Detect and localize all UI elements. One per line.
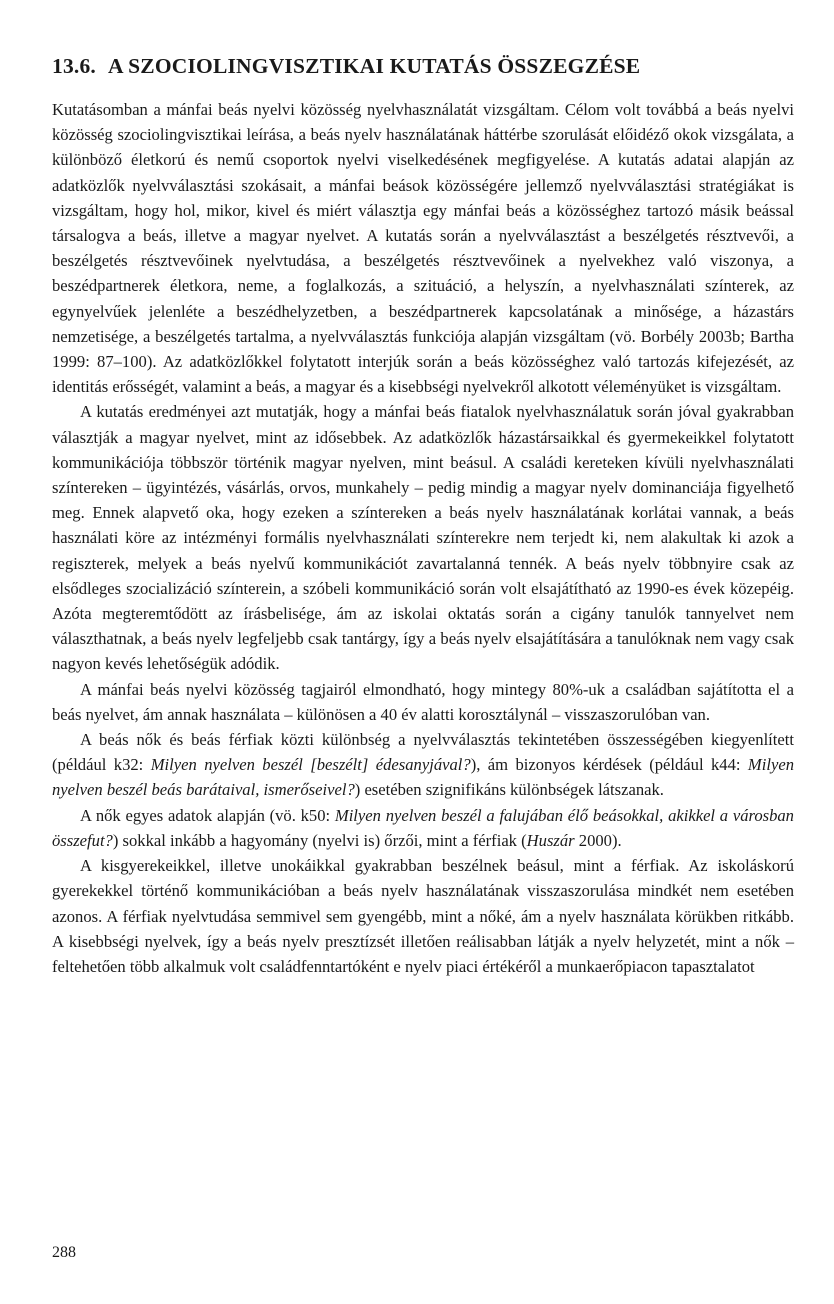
text-span: A kutatás eredményei azt mutatják, hogy a mánfai beás fiatalok nyelvhasználatuk során jóval gyakrabban választják a magyar nyelvet, mint az idősebbek. Az adatközlők házastársaikkal és gyermekeikkel folytatott kommunikációja többször történik magyar nyelven, mint beásul. A családi kereteken kívüli nyelvhasználati színtereken – ügyintézés, vásárlás, orvos, munkahely – pedig mindig a magyar nyelv dominanciája figyelhető meg. Ennek alapvető oka, hogy ezeken a színtereken a beás nyelv használatának korlátai vannak, a beás használati köre az intézményi formális nyelvhasználati színterekre nem terjedt ki, nem alakultak ki azok a regiszterek, melyek a beás nyelvű kommunikációt zavartalanná tennék. A beás nyelv többnyire csak az elsődleges szocializáció színterein, a szóbeli kommunikáció során volt elsajátítható az 1990-es évek közepéig. Azóta megteremtődött az írásbelisége, ám az iskolai oktatás során a cigány tanulók tannyelvet nem választhatnak, a beás nyelv legfeljebb csak tantárgy, így a beás nyelv elsajátítására a tanulóknak nem vagy csak nagyon kevés lehetőségük adódik. bbox=[52, 402, 794, 674]
paragraph-3 bbox=[52, 677, 794, 727]
section-title: A SZOCIOLINGVISZTIKAI KUTATÁS ÖSSZEGZÉSE bbox=[108, 54, 641, 78]
paragraph-6 bbox=[52, 853, 794, 979]
text-span: ), ám bizonyos kérdések (például k44: bbox=[470, 755, 748, 775]
page-number: 288 bbox=[52, 1244, 76, 1261]
text-span: ) esetében szignifikáns különbségek látszanak. bbox=[354, 780, 664, 800]
section-heading bbox=[52, 54, 794, 79]
body-text bbox=[52, 97, 794, 979]
text-span: ) sokkal inkább a hagyomány (nyelvi is) őrzői, mint a férfiak ( bbox=[112, 830, 527, 850]
text-span: Kutatásomban a mánfai beás nyelvi közösség nyelvhasználatát vizsgáltam. Célom volt továbbá a beás nyelvi közösség szociolingvisztikai leírása, a beás nyelv használatának háttérbe szorulását előidéző okok vizsgálata, a különböző életkorú és nemű csoportok nyelvi viselkedésének megfigyelése. A kutatás adatai alapján az adatközlők nyelvválasztási szokásait, a mánfai beások közösségére jellemző nyelvválasztási stratégiákat is vizsgáltam, hogy hol, mikor, kivel és miért választja egy mánfai beás a közösséghez tartozó másik beással társalogva a beás, illetve a magyar nyelvet. A kutatás során a nyelvválasztást a beszélgetés résztvevői, a beszélgetés résztvevőinek nyelvtudása, a beszélgetés résztvevőinek a nyelvekhez való viszonya, a beszédpartnerek életkora, neme, a foglalkozás, a szituáció, a helyszín, a nyelvhasználati színterek, az egynyelvűek jelenléte a beszédhelyzetben, a beszédpartnerek kapcsolatának a minősége, a házastárs nemzetisége, a beszélgetés tartalma, a nyelvválasztás funkciója alapján vizsgáltam (vö. Borbély 2003b; Bartha 1999: 87–100). Az adatközlőkkel folytatott interjúk során a beás közösséghez való tartozás kifejezését, az identitás erősségét, valamint a beás, a magyar és a kisebbségi nyelvekről alkotott véleményüket is vizsgáltam. bbox=[52, 100, 794, 397]
paragraph-1 bbox=[52, 97, 794, 399]
paragraph-2 bbox=[52, 399, 794, 676]
paragraph-4 bbox=[52, 727, 794, 803]
italic-question: Milyen nyelven beszél [beszélt] édesanyjával? bbox=[150, 755, 471, 775]
paragraph-5 bbox=[52, 803, 794, 853]
text-span: A kisgyerekeikkel, illetve unokáikkal gyakrabban beszélnek beásul, mint a férfiak. Az iskoláskorú gyerekekkel történő kommunikációban a beás nyelv használatának visszaszorulása mindkét nem esetében azonos. A férfiak nyelvtudása semmivel sem gyengébb, mint a nőké, ám a nyelv használata körükben ritkább. A kisebbségi nyelvek, így a beás nyelv presztízsét illetően reálisabban látják a nyelv helyzetét, mint a nők – feltehetően több alkalmuk volt családfenntartóként e nyelv piaci értékéről a munkaerőpiacon tapasztalatot bbox=[52, 856, 794, 976]
italic-question: Milyen nyelven beszél beás barátaival, ismerőseivel? bbox=[52, 755, 794, 800]
citation-author: Huszár bbox=[526, 830, 575, 850]
text-span: A mánfai beás nyelvi közösség tagjairól elmondható, hogy mintegy 80%-uk a családban sajátította el a beás nyelvet, ám annak használata – különösen a 40 év alatti korosztálynál – visszaszorulóban van. bbox=[52, 679, 794, 724]
section-number: 13.6. bbox=[52, 54, 96, 78]
text-span: A nők egyes adatok alapján (vö. k50: bbox=[80, 805, 335, 825]
italic-question: Milyen nyelven beszél a falujában élő beásokkal, akikkel a városban összefut? bbox=[52, 805, 794, 850]
text-span: 2000). bbox=[574, 830, 622, 850]
text-span: A beás nők és beás férfiak közti különbség a nyelvválasztás tekintetében összességében kiegyenlített (például k32: bbox=[52, 730, 794, 775]
